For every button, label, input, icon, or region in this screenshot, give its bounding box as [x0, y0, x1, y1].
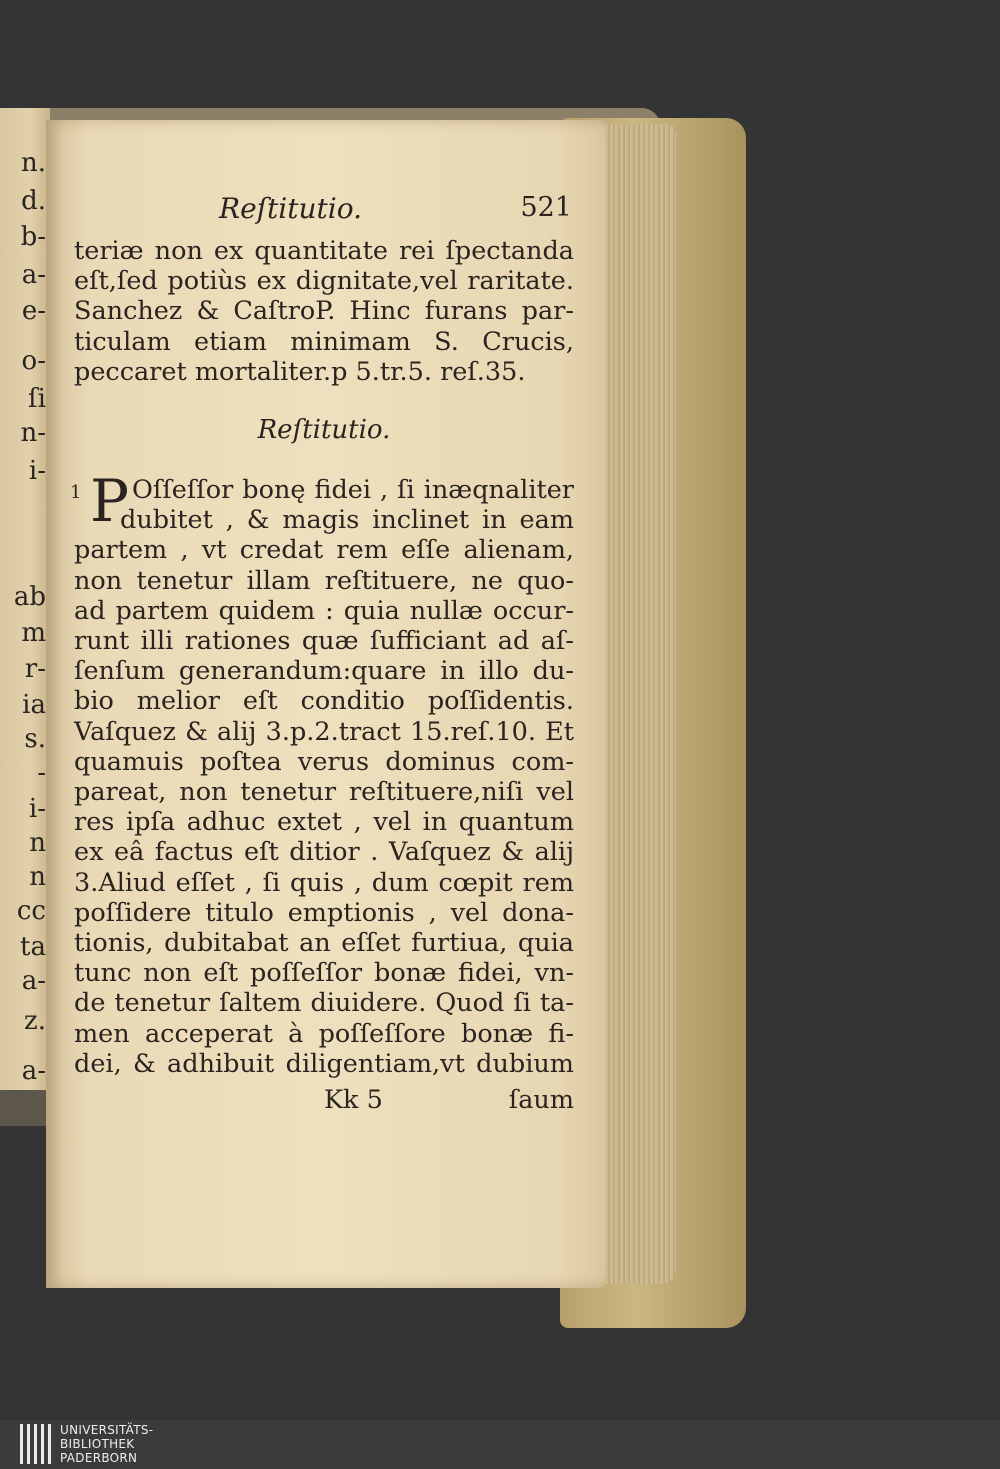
signature-mark: Kk 5	[324, 1085, 383, 1116]
library-logo-icon	[20, 1424, 52, 1464]
text-line: Sanchez & CaſtroP. Hinc furans par-	[74, 296, 574, 327]
left-page-fragment: r-	[24, 654, 46, 684]
text-line: teriæ non ex quantitate rei ſpectanda	[74, 236, 574, 266]
text-line: non tenetur illam reſtituere, ne quo-	[74, 565, 574, 596]
text-line: ex eâ factus eſt ditior . Vaſquez & alij	[74, 837, 574, 868]
text-line: poſſidere titulo emptionis , vel dona-	[74, 897, 574, 928]
paragraph-top	[74, 236, 574, 387]
left-page-fragment: i-	[28, 456, 46, 486]
text-line: dei, & adhibuit diligentiam,vt dubium	[74, 1048, 574, 1079]
left-page-fragment: i-	[28, 794, 46, 824]
text-line: quamuis poſtea verus dominus com-	[74, 746, 574, 777]
left-page-fragment: ab	[13, 582, 46, 612]
left-page-fragment: s.	[24, 724, 46, 754]
page-number: 521	[520, 192, 572, 223]
institution-line: BIBLIOTHEK	[60, 1437, 135, 1451]
left-page-fragment: o-	[21, 346, 46, 376]
text-line: pareat, non tenetur reſtituere,niſi vel	[74, 777, 574, 808]
left-page-fragment: ta	[20, 932, 46, 962]
text-line: runt illi rationes quæ ſufficiant ad aſ-	[74, 626, 574, 657]
left-page-fragment: cc	[16, 896, 46, 926]
running-head	[74, 192, 574, 236]
catchline	[74, 1085, 574, 1117]
text-line: ad partem quidem : quia nullæ occur-	[74, 595, 574, 626]
text-line: tunc non eſt poſſeſſor bonæ fidei, vn-	[74, 958, 574, 989]
text-line: eſt,ſed potiùs ex dignitate,vel raritate.	[74, 266, 574, 297]
left-page-fragment: -	[37, 758, 46, 788]
institution-line: PADERBORN	[60, 1451, 138, 1465]
left-page-fragment: a-	[21, 260, 46, 290]
text-line: partem , vt credat rem eſſe alienam,	[74, 535, 574, 566]
text-line: ticulam etiam minimam S. Crucis,	[74, 326, 574, 357]
page-text-block	[70, 192, 574, 1117]
left-page-fragment: m	[21, 618, 46, 648]
institution-line: UNIVERSITÄTS-	[60, 1423, 154, 1437]
section-title: Reſtitutio.	[257, 415, 391, 446]
left-page-fragment: n	[29, 828, 46, 858]
paragraph-body	[74, 535, 574, 1079]
text-line: men acceperat à poſſeſſore bonæ fi-	[74, 1018, 574, 1049]
margin-number: 1	[70, 482, 82, 504]
left-page-fragment: n.	[20, 148, 46, 178]
text-line: Oſſeſſor bonę fidei , ſi inæqnaliter	[132, 475, 574, 506]
text-line: peccaret mortaliter.p 5.tr.5. reſ.35.	[74, 356, 526, 387]
left-page-fragment: ia	[22, 690, 46, 720]
text-line: ſenſum generandum:quare in illo du-	[74, 656, 574, 687]
text-line: Vaſquez & alij 3.p.2.tract 15.reſ.10. Et	[74, 716, 574, 747]
left-page-fragment: e-	[21, 296, 46, 326]
left-page-fragment: z.	[24, 1006, 46, 1036]
paragraph-opening	[70, 467, 574, 536]
left-page-fragment: b-	[20, 222, 46, 252]
left-page-fragment: ſi	[28, 384, 46, 414]
left-page	[0, 108, 50, 1108]
footer-banner	[0, 1420, 1000, 1469]
text-line: de tenetur ſaltem diuidere. Quod ſi ta-	[74, 988, 574, 1019]
catchword: ſaum	[508, 1085, 574, 1116]
text-line: bio melior eſt conditio poſſidentis.	[74, 686, 574, 717]
left-page-fragment: a-	[21, 966, 46, 996]
left-page-fragment: d.	[21, 186, 46, 216]
drop-cap: P	[90, 467, 130, 536]
left-page-fragment: n-	[20, 418, 46, 448]
text-line: 3.Aliud eſſet , ſi quis , dum cœpit rem	[74, 867, 574, 898]
left-page-fragment: a-	[21, 1056, 46, 1086]
text-line: tionis, dubitabat an eſſet furtiua, quia	[74, 928, 574, 959]
text-line: dubitet , & magis inclinet in eam	[120, 505, 574, 536]
institution-name	[60, 1423, 153, 1465]
running-title: Reſtitutio.	[219, 192, 362, 225]
right-page	[46, 120, 606, 1288]
left-page-fragment: n	[29, 862, 46, 892]
text-line: res ipſa adhuc extet , vel in quantum	[74, 807, 574, 838]
